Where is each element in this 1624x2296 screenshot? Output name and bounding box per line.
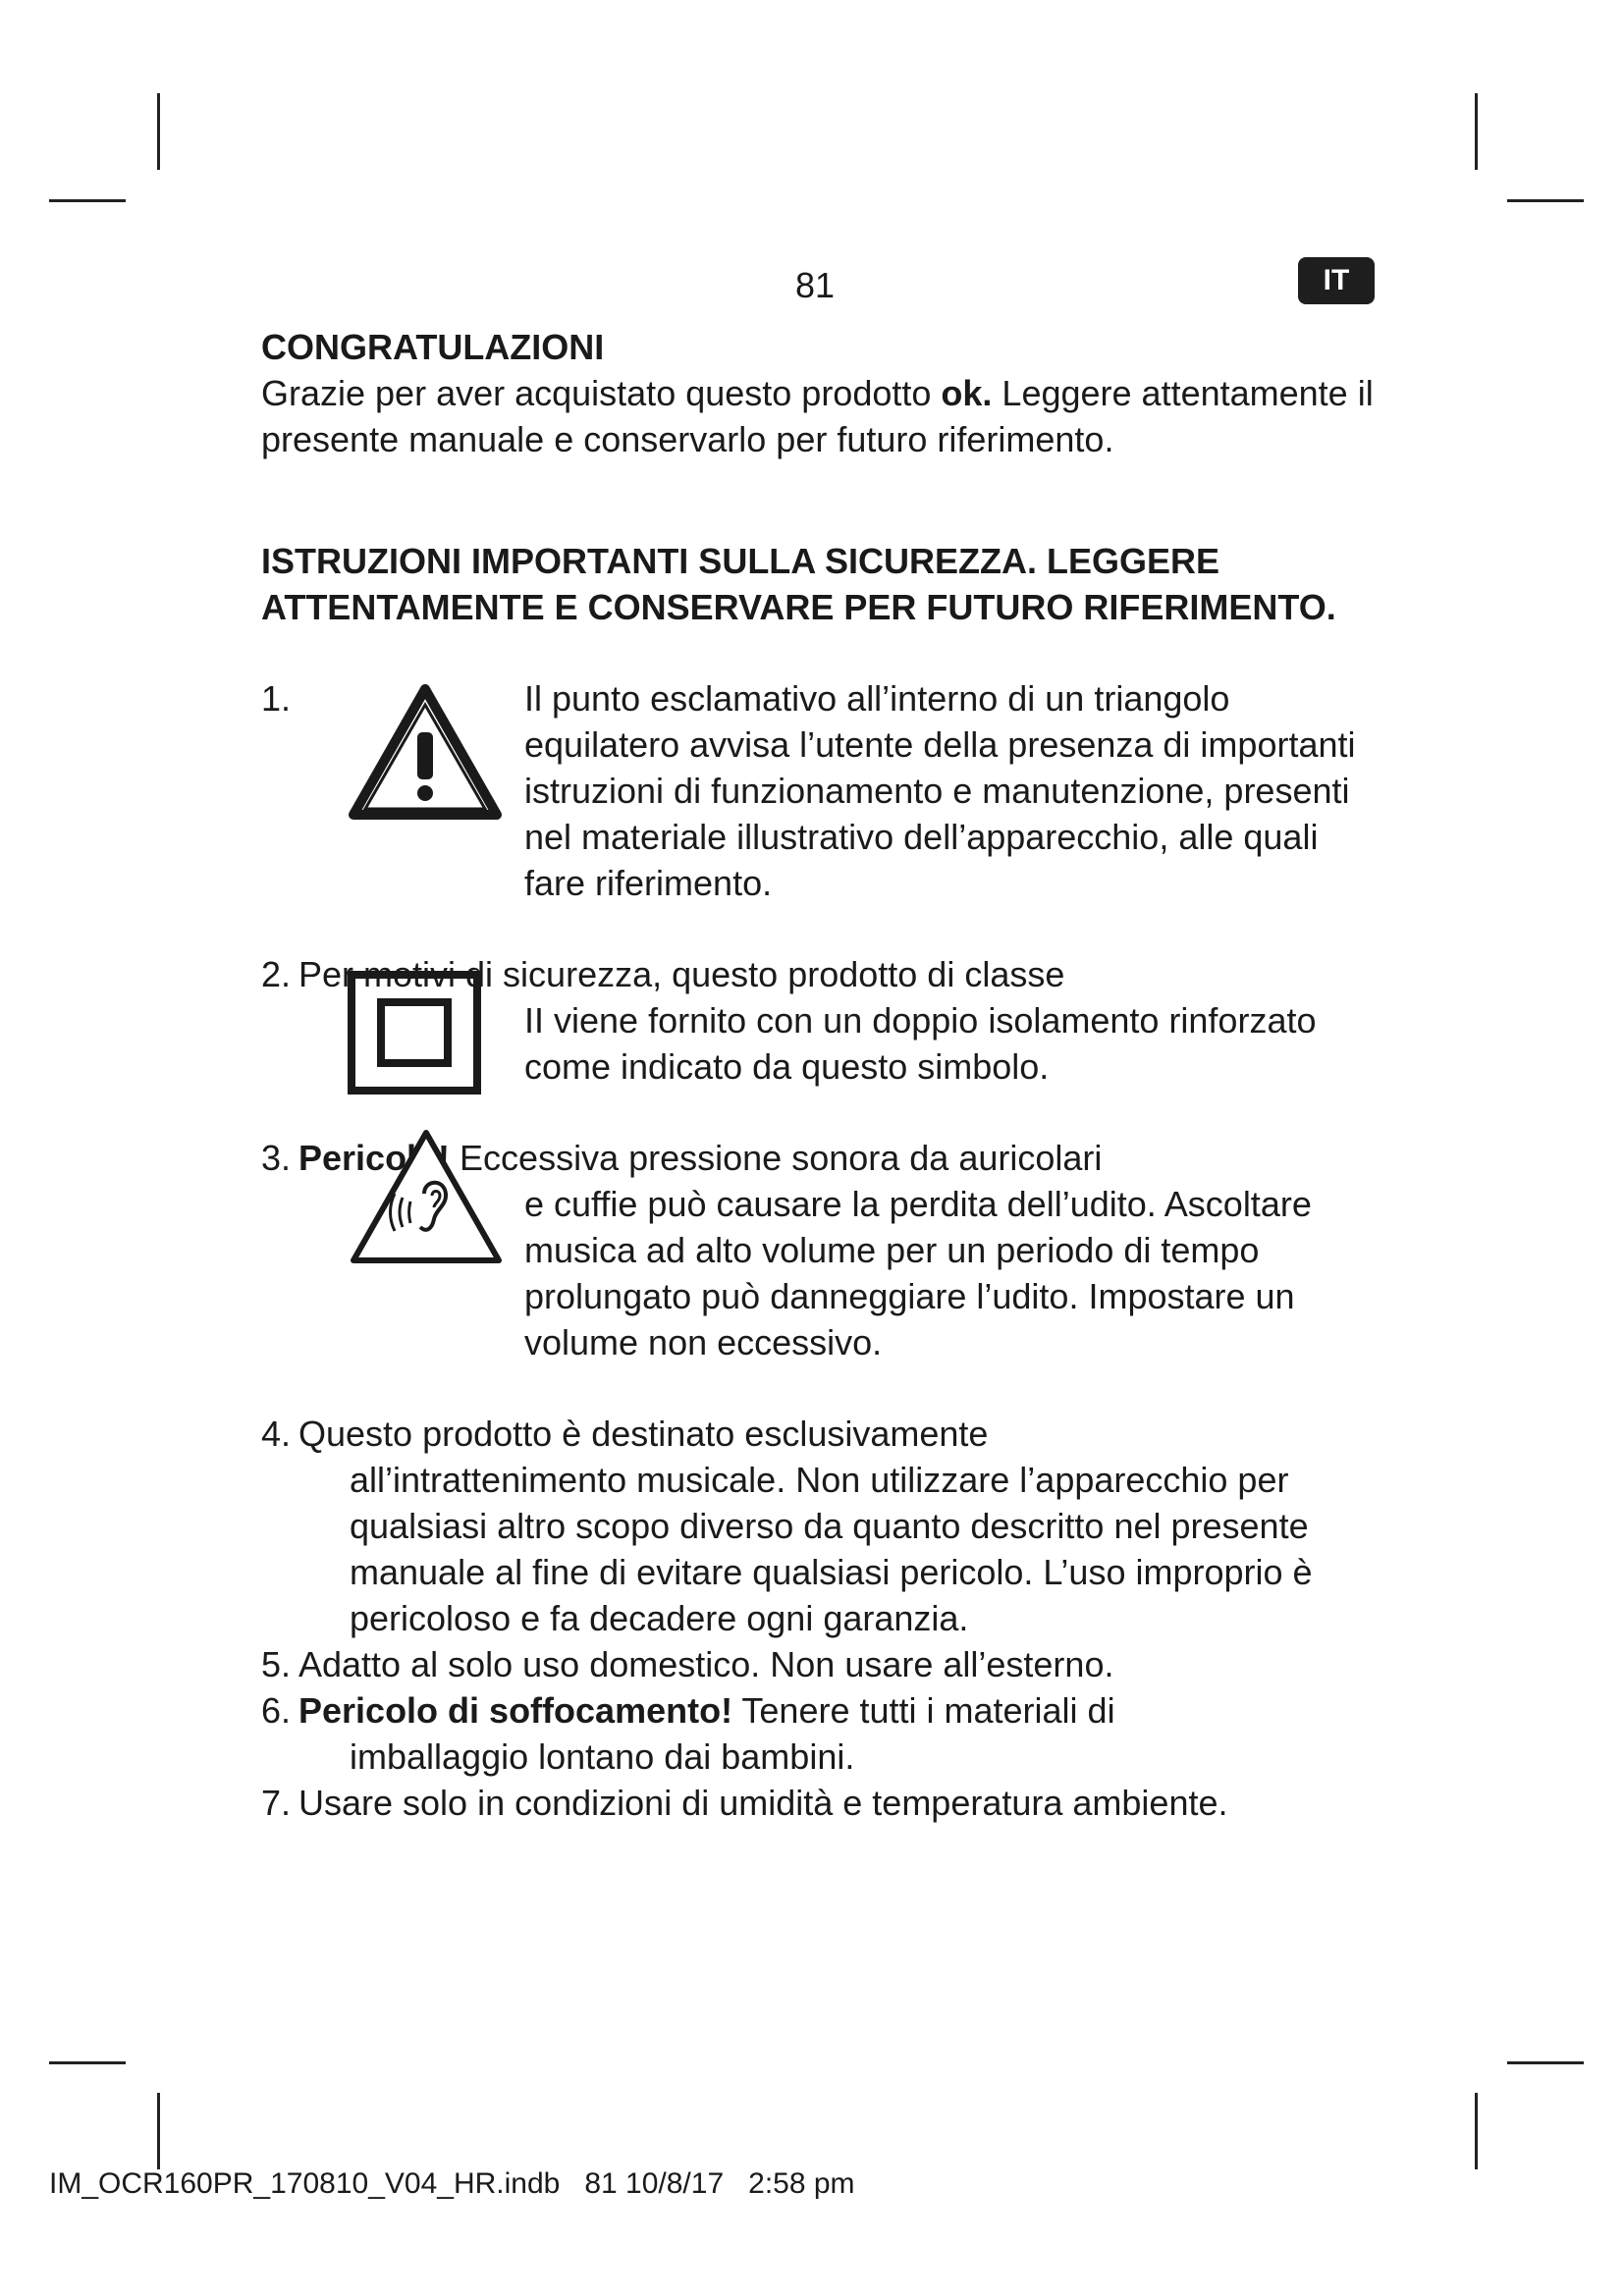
item-number: 4.	[261, 1414, 292, 1454]
safety-item-list	[261, 1411, 1380, 1826]
safety-item-2	[261, 951, 1380, 1090]
item-text: imballaggio lontano dai bambini.	[350, 1736, 855, 1777]
brand-name: ok.	[941, 373, 993, 413]
crop-mark	[1507, 2061, 1584, 2064]
item-lead-text: Questo prodotto è destinato esclusivamente	[298, 1414, 989, 1454]
intro-text-before: Grazie per aver acquistato questo prodotto	[261, 373, 942, 413]
item-number: 5.	[261, 1644, 292, 1684]
item-number: 7.	[261, 1783, 292, 1823]
language-badge: IT	[1298, 257, 1375, 304]
item-text: II viene fornito con un doppio isolamento rinforzato come indicato da questo simbolo.	[524, 1000, 1317, 1087]
crop-mark	[157, 2093, 160, 2169]
safety-item-1	[261, 675, 1380, 906]
danger-label: Pericolo!	[298, 1138, 451, 1178]
warning-triangle-icon	[348, 681, 503, 823]
item-number: 2.	[261, 954, 292, 994]
hearing-damage-icon	[348, 1125, 505, 1268]
crop-mark	[49, 199, 126, 202]
item-number: 1.	[261, 678, 292, 719]
item-lead-text: Usare solo in condizioni di umidità e temperatura ambiente.	[298, 1783, 1228, 1823]
item-text: all’intrattenimento musicale. Non utilizzare l’apparecchio per qualsiasi altro scopo diverso da quanto descritto nel presente manuale al fine di evitare qualsiasi pericolo. L’uso improprio è pericoloso e fa decadere ogni garanzia.	[350, 1460, 1313, 1638]
lead-text: Eccessiva pressione sonora da auricolari	[450, 1138, 1103, 1178]
safety-item-4	[261, 1411, 1380, 1641]
item-lead-text: Adatto al solo uso domestico. Non usare all’esterno.	[298, 1644, 1114, 1684]
item-number: 3.	[261, 1138, 292, 1178]
lead-text: Tenere tutti i materiali di	[732, 1690, 1115, 1731]
safety-item-6	[261, 1687, 1380, 1780]
crop-mark	[49, 2061, 126, 2064]
crop-mark	[1507, 199, 1584, 202]
item-number: 6.	[261, 1690, 292, 1731]
safety-item-5	[261, 1641, 1380, 1687]
danger-label: Pericolo di soffocamento!	[298, 1690, 733, 1731]
safety-item-3	[261, 1135, 1380, 1365]
item-lead-text: Per motivi di sicurezza, questo prodotto di classe	[298, 954, 1065, 994]
page-number: 81	[794, 265, 836, 305]
manual-content	[261, 324, 1380, 1826]
item-text: e cuffie può causare la perdita dell’udito. Ascoltare musica ad alto volume per un periodo di tempo prolungato può danneggiare l’udito. Impostare un volume non eccessivo.	[524, 1184, 1312, 1362]
safety-item-7	[261, 1780, 1380, 1826]
crop-mark	[1475, 2093, 1478, 2169]
safety-heading: ISTRUZIONI IMPORTANTI SULLA SICUREZZA. LEGGERE ATTENTAMENTE E CONSERVARE PER FUTURO RIFERIMENTO.	[261, 541, 1336, 627]
print-slug: IM_OCR160PR_170810_V04_HR.indb 81 10/8/17 2:58 pm	[49, 2167, 855, 2200]
item-text: Il punto esclamativo all’interno di un triangolo equilatero avvisa l’utente della presenza di importanti istruzioni di funzionamento e manutenzione, presenti nel materiale illustrativo dell’apparecchio, alle quali fare riferimento.	[524, 678, 1356, 903]
congratulations-title: CONGRATULAZIONI	[261, 327, 605, 367]
double-insulation-icon	[348, 971, 481, 1095]
congratulations-text	[261, 370, 1380, 462]
item-lead-text	[298, 1687, 1380, 1734]
crop-mark	[157, 93, 160, 170]
crop-mark	[1475, 93, 1478, 170]
intro-text-after: Leggere attentamente il presente manuale e conservarlo per futuro riferimento.	[261, 373, 1374, 459]
